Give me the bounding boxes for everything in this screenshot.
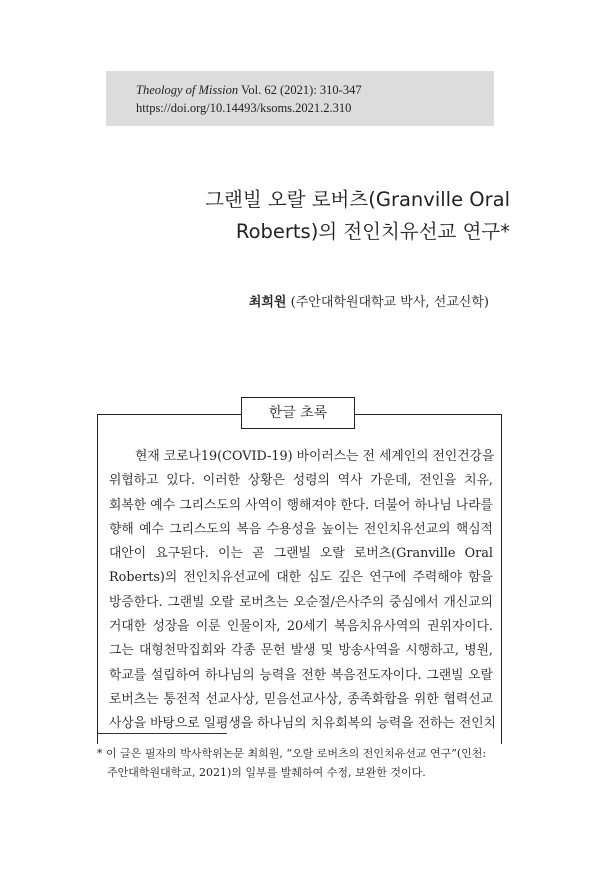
abstract-line: 현재 코로나19(COVID-19) 바이러스는 전 세계인의 전인건강을	[135, 449, 495, 464]
abstract-line: Roberts)의 전인치유선교에 대한 심도 깊은 연구에 주력해야 함을	[109, 570, 493, 586]
journal-citation	[136, 81, 494, 99]
footnote	[97, 745, 502, 782]
abstract-line: 대안이 요구된다. 이는 곧 그랜빌 오랄 로버츠(Granville Oral	[109, 546, 493, 562]
abstract-heading: 한글 초록	[241, 397, 355, 429]
author-name: 최희원	[248, 295, 287, 310]
abstract-body	[109, 445, 496, 737]
journal-info-box	[106, 71, 494, 126]
title-line-2: Roberts)의 전인치유선교 연구*	[235, 220, 510, 243]
abstract-line: 방증한다. 그랜빌 오랄 로버츠는 오순절/은사주의 중심에서 개신교의	[109, 594, 493, 610]
journal-name: Theology of Mission	[136, 83, 239, 97]
paper-title	[110, 184, 510, 248]
author-affiliation: (주안대학원대학교 박사, 선교신학)	[290, 295, 489, 310]
abstract-line: 학교를 설립하여 하나님의 능력을 전한 복음전도자이다. 그랜빌 오랄	[109, 667, 493, 683]
author-byline	[180, 291, 489, 310]
journal-doi: https://doi.org/10.14493/ksoms.2021.2.310	[136, 101, 352, 115]
footnote-line-1: * 이 글은 필자의 박사학위논문 최희원, “오랄 로버츠의 전인치유선교 연구”(인천:	[97, 747, 487, 760]
journal-volume: Vol. 62 (2021): 310-347	[238, 83, 362, 97]
abstract-line: 향해 예수 그리스도의 복음 수용성을 높이는 전인치유선교의 핵심적	[109, 521, 493, 537]
abstract-line: 사상을 바탕으로 일평생을 하나님의 치유회복의 능력을 전하는 전인치	[109, 716, 496, 732]
footnote-divider	[97, 733, 227, 734]
abstract-line: 위협하고 있다. 이러한 상황은 성령의 역사 가운데, 전인을 치유,	[109, 473, 493, 489]
abstract-line: 거대한 성장을 이룬 인물이자, 20세기 복음치유사역의 권위자이다.	[109, 619, 493, 635]
abstract-line: 회복한 예수 그리스도의 사역이 행해져야 한다. 더불어 하나님 나라를	[109, 497, 493, 513]
abstract-line: 로버츠는 통전적 선교사상, 믿음선교사상, 종족화합을 위한 협력선교	[109, 691, 493, 707]
title-line-1: 그랜빌 오랄 로버츠(Granville Oral	[205, 188, 510, 211]
abstract-line: 그는 대형천막집회와 각종 문헌 발생 및 방송사역을 시행하고, 병원,	[109, 643, 493, 659]
footnote-line-2: 주안대학원대학교, 2021)의 일부를 발췌하여 수정, 보완한 것이다.	[107, 765, 426, 779]
